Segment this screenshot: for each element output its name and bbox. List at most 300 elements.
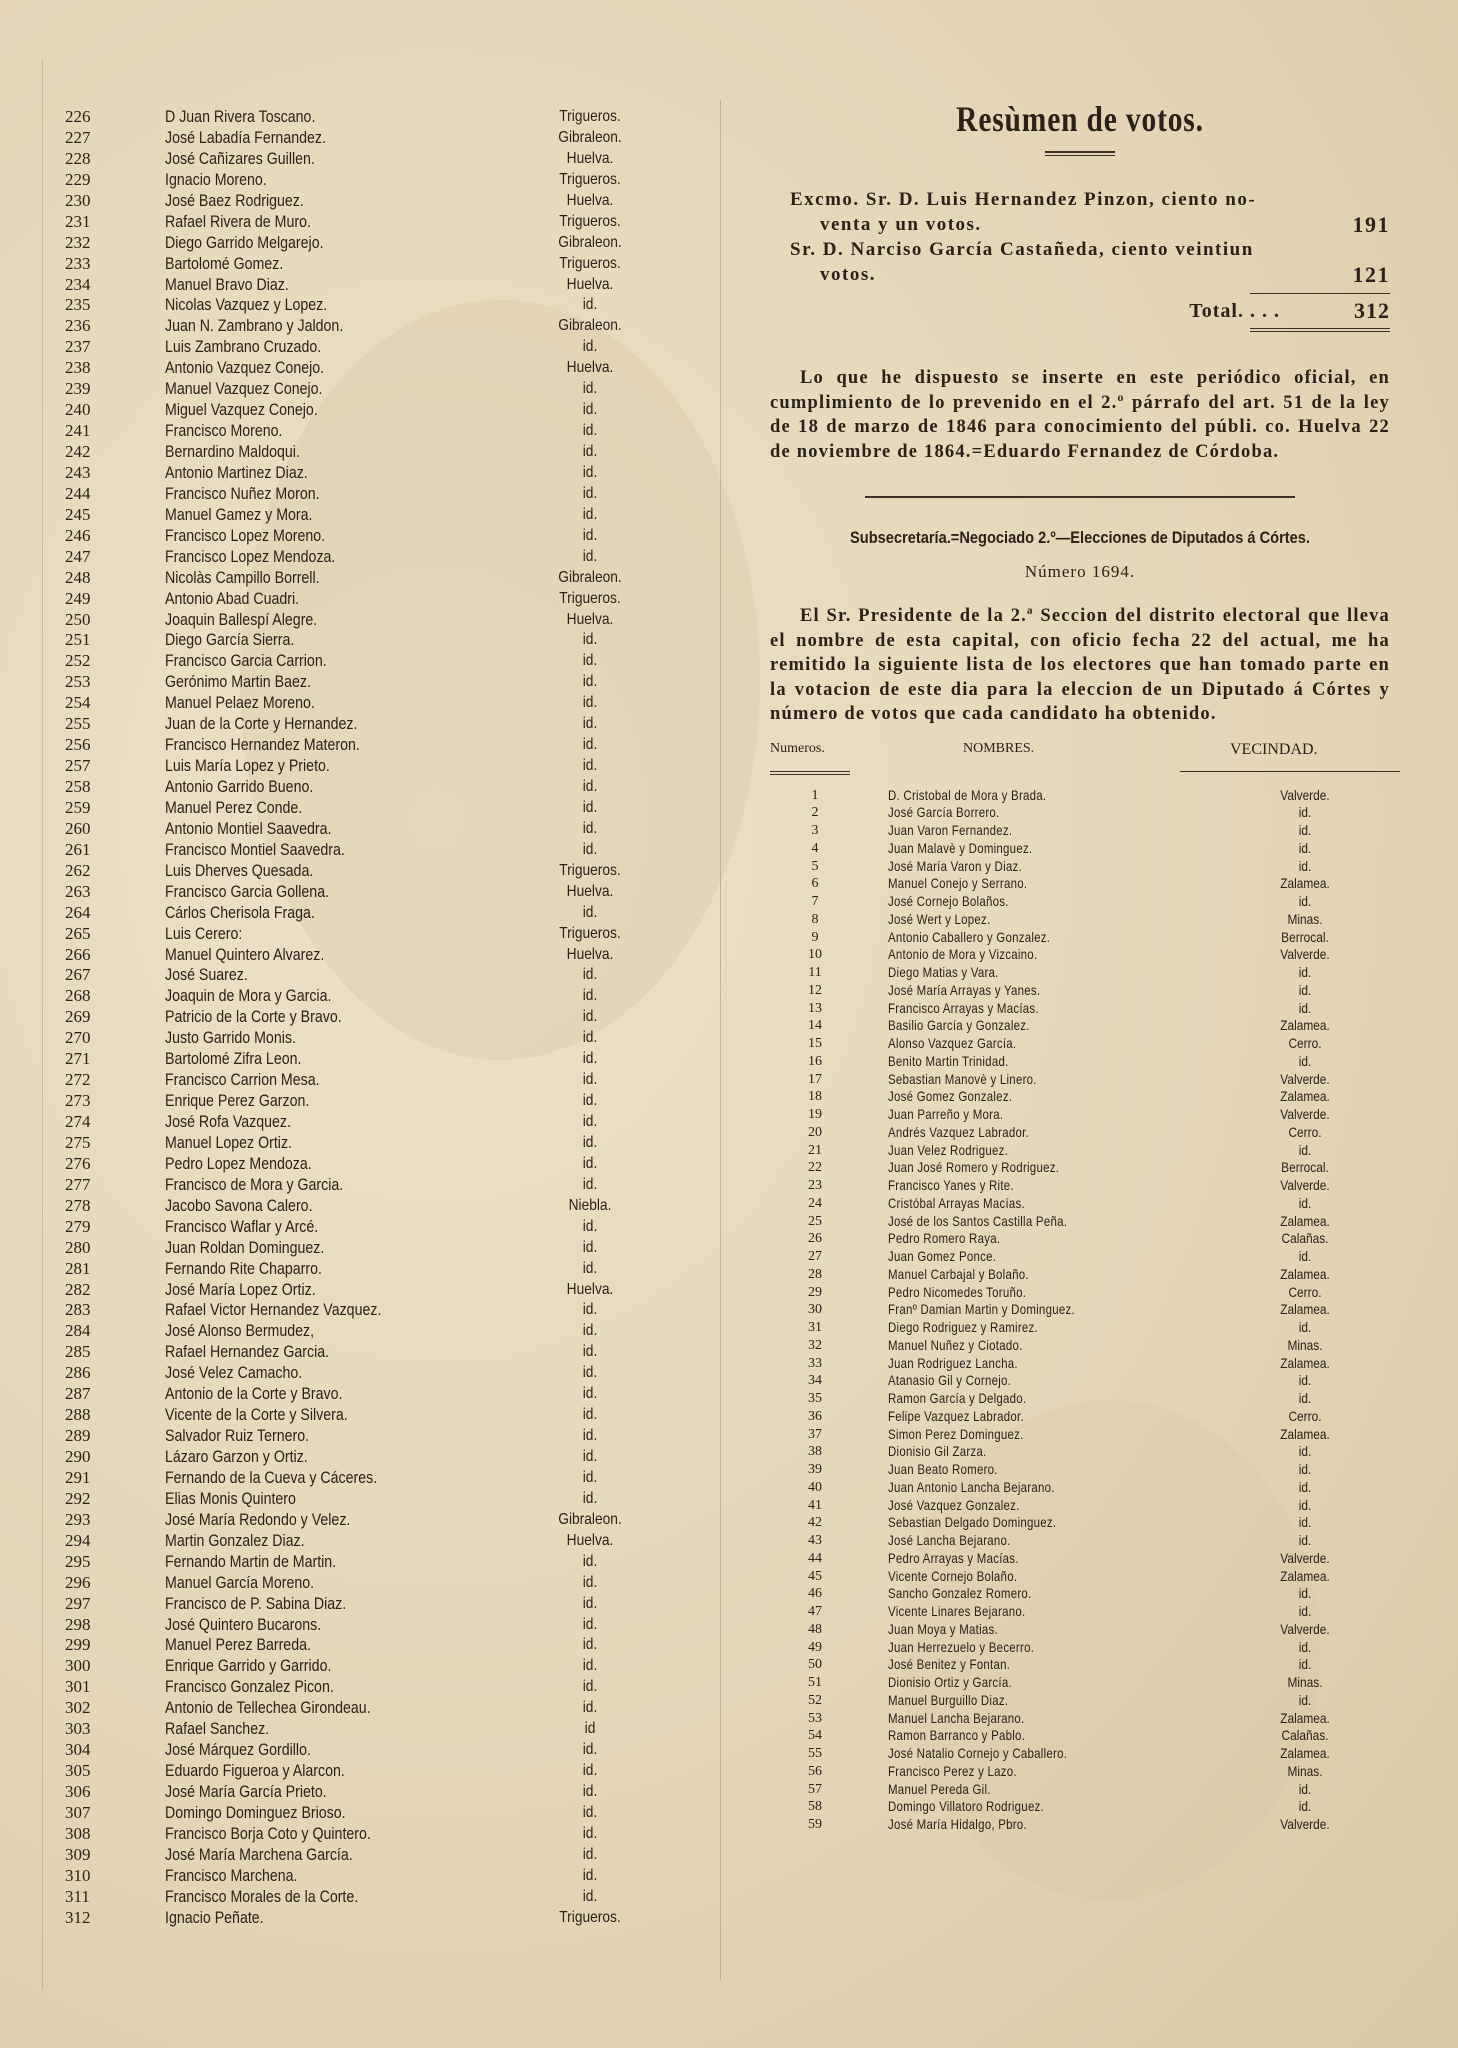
- elector-vecindad: id.: [582, 987, 598, 1005]
- elector-number: 297: [65, 1593, 91, 1613]
- elector-name: Fernando Rite Chaparro.: [165, 1259, 322, 1278]
- elector-number: 226: [65, 107, 91, 126]
- elector-number: 233: [65, 253, 91, 273]
- table-row: [55, 589, 675, 610]
- table-row: [55, 1384, 675, 1405]
- table-row: [55, 295, 675, 316]
- elector-name: José Cornejo Bolaños.: [888, 893, 1009, 909]
- elector-number: 267: [65, 965, 91, 985]
- elector-number: 255: [65, 714, 91, 734]
- table-row: [55, 107, 675, 128]
- elector-vecindad: id.: [582, 757, 598, 775]
- table-row: [55, 1133, 675, 1154]
- table-row: [55, 819, 675, 840]
- elector-name: Diego Matias y Vara.: [888, 964, 999, 980]
- elector-vecindad: id.: [582, 903, 598, 921]
- table-row: [55, 1552, 675, 1573]
- elector-number: 19: [808, 1107, 822, 1122]
- elector-vecindad: Trigueros.: [559, 589, 621, 607]
- elector-number: 12: [808, 982, 822, 998]
- elector-name: José Lancha Bejarano.: [888, 1532, 1011, 1548]
- elector-number: 243: [65, 462, 91, 482]
- table-row: [55, 630, 675, 651]
- elector-vecindad: id.: [582, 1050, 598, 1068]
- table-row: [55, 1091, 675, 1112]
- table-row: [55, 735, 675, 756]
- elector-vecindad: id.: [582, 1029, 598, 1047]
- elector-vecindad: id.: [582, 652, 598, 670]
- table-row: [770, 1248, 1390, 1266]
- elector-vecindad: id.: [582, 840, 598, 858]
- elector-number: 284: [65, 1321, 91, 1341]
- elector-name: Francisco Carrion Mesa.: [165, 1071, 320, 1090]
- elector-vecindad: id.: [582, 1887, 598, 1905]
- elector-number: 252: [65, 651, 91, 671]
- elector-vecindad: Huelva.: [566, 945, 614, 963]
- elector-name: Ramon Barranco y Pablo.: [888, 1727, 1026, 1744]
- elector-number: 281: [65, 1258, 91, 1278]
- elector-number: 231: [65, 211, 91, 231]
- elector-name: Gerónimo Martin Baez.: [165, 673, 311, 692]
- elector-name: Joaquin Ballespí Alegre.: [165, 610, 318, 629]
- elector-number: 290: [65, 1447, 91, 1466]
- title-ornament: [770, 143, 1390, 157]
- table-row: [55, 1782, 675, 1803]
- elector-vecindad: id.: [1298, 1461, 1312, 1477]
- table-row: [55, 1259, 675, 1280]
- table-row: [55, 1677, 675, 1698]
- elector-vecindad: Zalamea.: [1280, 875, 1330, 892]
- elector-vecindad: id.: [582, 1448, 598, 1465]
- table-row: [55, 463, 675, 484]
- elector-number: 305: [65, 1761, 91, 1781]
- elector-name: Bernardino Maldoqui.: [165, 443, 300, 461]
- elector-vecindad: id.: [582, 1343, 598, 1361]
- elector-vecindad: id.: [1298, 1443, 1312, 1460]
- table-row: [770, 1692, 1390, 1710]
- elector-name: Juan Roldan Dominguez.: [165, 1238, 325, 1257]
- elector-name: Pedro Romero Raya.: [888, 1230, 1001, 1247]
- elector-number: 293: [65, 1509, 91, 1529]
- elector-name: Antonio Martinez Diaz.: [165, 463, 308, 482]
- table-row: [770, 1035, 1390, 1053]
- elector-vecindad: id.: [1298, 1052, 1312, 1069]
- elector-number: 271: [65, 1049, 91, 1069]
- elector-number: 307: [65, 1802, 91, 1822]
- elector-number: 17: [808, 1071, 822, 1087]
- elector-name: Luis Zambrano Cruzado.: [165, 338, 322, 357]
- elector-number: 3: [811, 823, 819, 838]
- elector-name: D Juan Rivera Toscano.: [165, 108, 316, 126]
- elector-vecindad: id.: [582, 798, 598, 816]
- elector-vecindad: Valverde.: [1280, 1620, 1330, 1637]
- elector-number: 44: [808, 1550, 822, 1566]
- elector-vecindad: id.: [1298, 857, 1312, 874]
- elector-vecindad: id.: [1298, 1603, 1312, 1619]
- elector-number: 48: [808, 1621, 822, 1637]
- elector-number: 50: [808, 1657, 822, 1673]
- table-row: [55, 1761, 675, 1782]
- elector-name: Juan Rodriguez Lancha.: [888, 1354, 1018, 1371]
- elector-vecindad: id.: [582, 694, 598, 712]
- numero-heading: Número 1694.: [1024, 562, 1136, 581]
- elector-vecindad: Huelva.: [566, 882, 614, 900]
- elector-name: José Quintero Bucarons.: [165, 1615, 322, 1634]
- elector-name: José María Varon y Diaz.: [888, 857, 1022, 874]
- table-row: [770, 1816, 1390, 1834]
- elector-name: Francisco Borja Coto y Quintero.: [165, 1824, 371, 1843]
- elector-number: 20: [808, 1124, 822, 1140]
- elector-vecindad: id.: [582, 463, 598, 481]
- elector-name: Pedro Lopez Mendoza.: [165, 1154, 312, 1173]
- elector-vecindad: id.: [1298, 893, 1312, 909]
- elector-number: 260: [65, 818, 91, 838]
- elector-vecindad: Minas.: [1287, 1762, 1323, 1779]
- elector-vecindad: Niebla.: [568, 1196, 612, 1214]
- elector-vecindad: Zalamea.: [1280, 1017, 1330, 1034]
- elector-number: 49: [808, 1639, 822, 1655]
- table-row: [55, 1908, 675, 1929]
- elector-number: 258: [65, 777, 91, 796]
- elector-vecindad: id.: [582, 401, 598, 419]
- elector-vecindad: id.: [1298, 1390, 1312, 1406]
- table-row: [55, 400, 675, 421]
- elector-number: 25: [808, 1213, 822, 1229]
- elector-name: Luis Dherves Quesada.: [165, 861, 314, 880]
- table-row: [55, 275, 675, 296]
- elector-name: Juan Moya y Matias.: [888, 1620, 998, 1637]
- elector-vecindad: Zalamea.: [1280, 1265, 1330, 1282]
- table-row: [55, 505, 675, 526]
- elector-vecindad: id.: [582, 1259, 598, 1277]
- elector-name: Francisco Nuñez Moron.: [165, 484, 320, 503]
- elector-number: 245: [65, 504, 91, 524]
- elector-vecindad: id.: [582, 1552, 598, 1570]
- elector-number: 31: [808, 1320, 822, 1335]
- elector-name: Alonso Vazquez García.: [888, 1035, 1017, 1051]
- table-row: [770, 893, 1390, 911]
- elector-vecindad: Huelva.: [566, 359, 614, 377]
- elector-name: Eduardo Figueroa y Alarcon.: [165, 1762, 345, 1781]
- vote-count-castaneda: 121: [1352, 262, 1390, 287]
- elector-number: 303: [65, 1719, 91, 1739]
- elector-number: 247: [65, 546, 91, 566]
- table-row: [55, 568, 675, 589]
- elector-name: Francisco de P. Sabina Diaz.: [165, 1594, 347, 1613]
- table-row: [55, 882, 675, 903]
- elector-vecindad: Gibraleon.: [558, 128, 622, 146]
- elector-name: Juan Gomez Ponce.: [888, 1248, 997, 1264]
- table-row: [55, 1845, 675, 1866]
- elector-number: 228: [65, 148, 91, 168]
- table-row: [55, 1656, 675, 1677]
- elector-vecindad: id.: [582, 1615, 598, 1633]
- elector-number: 47: [808, 1604, 822, 1619]
- elector-vecindad: id.: [582, 966, 598, 984]
- elector-number: 33: [808, 1355, 822, 1371]
- elector-vecindad: Huelva.: [566, 191, 614, 209]
- elector-vecindad: id.: [582, 1238, 598, 1256]
- table-row: [55, 1740, 675, 1761]
- table-row: [770, 911, 1390, 929]
- elector-number: 6: [811, 876, 819, 892]
- elector-vecindad: Huelva.: [566, 610, 614, 628]
- table-row: [55, 1510, 675, 1531]
- table-row: [770, 1727, 1390, 1745]
- table-row: [55, 1866, 675, 1887]
- elector-number: 279: [65, 1216, 91, 1236]
- elector-name: Antonio Caballero y Gonzalez.: [888, 928, 1051, 945]
- table-row: [55, 1007, 675, 1028]
- elector-number: 312: [65, 1907, 91, 1927]
- table-row: [55, 233, 675, 254]
- elector-vecindad: Huelva.: [566, 275, 614, 293]
- table-row: [55, 358, 675, 379]
- elector-name: Enrique Perez Garzon.: [165, 1092, 310, 1111]
- elector-vecindad: Trigueros.: [559, 1908, 621, 1926]
- table-row: [770, 1781, 1390, 1799]
- elector-number: 57: [808, 1781, 822, 1797]
- table-row: [770, 1656, 1390, 1674]
- elector-vecindad: id.: [1298, 839, 1312, 856]
- table-row: [55, 421, 675, 442]
- vote-summary: [770, 187, 1390, 332]
- elector-vecindad: Trigueros.: [559, 861, 621, 879]
- elector-number: 265: [65, 923, 91, 943]
- elector-vecindad: Minas.: [1287, 910, 1323, 927]
- elector-name: Antonio Montiel Saavedra.: [165, 819, 332, 838]
- elector-name: Rafael Hernandez Garcia.: [165, 1343, 330, 1362]
- elector-name: Dionisio Gil Zarza.: [888, 1443, 987, 1460]
- table-row: [770, 982, 1390, 1000]
- elector-name: Vicente de la Corte y Silvera.: [165, 1406, 348, 1425]
- table-row: [770, 1497, 1390, 1515]
- elector-name: José María Arrayas y Yanes.: [888, 981, 1041, 998]
- table-row: [770, 1071, 1390, 1089]
- table-row: [770, 1266, 1390, 1284]
- elector-number: 45: [808, 1568, 822, 1584]
- elector-number: 259: [65, 797, 91, 817]
- elector-name: Vicente Cornejo Bolaño.: [888, 1567, 1018, 1584]
- table-row: [55, 798, 675, 819]
- table-row: [770, 1621, 1390, 1639]
- table-row: [55, 316, 675, 337]
- elector-number: 35: [808, 1391, 822, 1406]
- elector-number: 262: [65, 860, 91, 880]
- elector-vecindad: id.: [582, 1071, 598, 1089]
- elector-number: 51: [808, 1675, 822, 1690]
- table-row: [55, 945, 675, 966]
- elector-vecindad: id.: [582, 296, 598, 314]
- column-divider: [720, 100, 721, 1980]
- elector-name: Manuel Pereda Gil.: [888, 1780, 991, 1797]
- table-row: [770, 1301, 1390, 1319]
- right-elector-list: [770, 787, 1390, 1834]
- elector-number: 282: [65, 1279, 91, 1299]
- table-row: [55, 1342, 675, 1363]
- elector-name: Andrés Vazquez Labrador.: [888, 1123, 1030, 1140]
- elector-number: 239: [65, 379, 91, 399]
- elector-name: Francisco Montiel Saavedra.: [165, 840, 345, 859]
- elector-name: Antonio de Tellechea Girondeau.: [165, 1699, 371, 1718]
- table-row: [55, 212, 675, 233]
- elector-vecindad: id.: [1298, 1798, 1312, 1815]
- elector-vecindad: id.: [1298, 1372, 1312, 1389]
- table-row: [55, 379, 675, 400]
- elector-number: 46: [808, 1586, 822, 1602]
- elector-name: José de los Santos Castilla Peña.: [888, 1212, 1068, 1229]
- elector-number: 287: [65, 1384, 91, 1404]
- table-row: [770, 1053, 1390, 1071]
- vote-line-pinzon: Excmo. Sr. D. Luis Hernandez Pinzon, ciento no- venta y un votos. 191: [790, 189, 1390, 237]
- table-row: [55, 1175, 675, 1196]
- elector-name: Manuel Pelaez Moreno.: [165, 694, 315, 713]
- elector-number: 306: [65, 1782, 91, 1801]
- elector-vecindad: Trigueros.: [559, 254, 621, 272]
- elector-vecindad: id.: [582, 1762, 598, 1780]
- table-row: [55, 547, 675, 568]
- table-row: [770, 1710, 1390, 1728]
- elector-name: Manuel Perez Conde.: [165, 798, 303, 817]
- table-row: [55, 714, 675, 735]
- elector-name: Martin Gonzalez Diaz.: [165, 1531, 305, 1550]
- table-row: [55, 1468, 675, 1489]
- table-row: [55, 1824, 675, 1845]
- elector-vecindad: id.: [582, 1427, 598, 1445]
- elector-name: José Alonso Bermudez,: [165, 1322, 315, 1341]
- table-row: [55, 1217, 675, 1238]
- elector-name: José García Borrero.: [888, 804, 1000, 821]
- elector-name: José Vazquez Gonzalez.: [888, 1496, 1020, 1513]
- table-row: [770, 1195, 1390, 1213]
- elector-number: 26: [808, 1231, 822, 1247]
- table-row: [770, 1000, 1390, 1018]
- elector-number: 251: [65, 630, 91, 650]
- elector-vecindad: Cerro.: [1288, 1283, 1322, 1300]
- elector-vecindad: id.: [582, 1008, 598, 1026]
- table-row: [55, 1070, 675, 1091]
- elector-name: D. Cristobal de Mora y Brada.: [888, 786, 1047, 803]
- elector-number: 1: [811, 787, 819, 803]
- elector-number: 32: [808, 1337, 822, 1353]
- elector-vecindad: Zalamea.: [1280, 1745, 1330, 1761]
- elector-number: 256: [65, 735, 91, 755]
- elector-name: Diego Rodriguez y Ramirez.: [888, 1319, 1038, 1335]
- elector-number: 240: [65, 400, 91, 420]
- elector-vecindad: id.: [582, 1092, 598, 1110]
- elector-name: José Márquez Gordillo.: [165, 1741, 311, 1760]
- elector-name: Antonio Vazquez Conejo.: [165, 359, 325, 378]
- elector-vecindad: id.: [582, 1364, 598, 1382]
- elector-number: 266: [65, 944, 91, 964]
- elector-name: Rafael Rivera de Muro.: [165, 212, 311, 231]
- table-row: [770, 1319, 1390, 1337]
- table-row: [55, 693, 675, 714]
- elector-name: Juan Antonio Lancha Bejarano.: [888, 1478, 1055, 1495]
- elector-name: Enrique Garrido y Garrido.: [165, 1657, 332, 1676]
- elector-vecindad: id.: [1298, 822, 1312, 838]
- elector-name: Antonio Abad Cuadri.: [165, 589, 300, 608]
- elector-number: 298: [65, 1614, 91, 1634]
- elector-vecindad: id.: [582, 673, 598, 691]
- elector-number: 285: [65, 1342, 91, 1362]
- elector-number: 36: [808, 1408, 822, 1424]
- elector-number: 8: [811, 911, 819, 927]
- table-row: [55, 965, 675, 986]
- elector-name: Luis María Lopez y Prieto.: [165, 757, 330, 776]
- elector-vecindad: Minas.: [1287, 1336, 1323, 1353]
- elector-vecindad: id.: [582, 736, 598, 754]
- table-row: [55, 170, 675, 191]
- elector-vecindad: Berrocal.: [1281, 1159, 1329, 1176]
- elector-vecindad: Zalamea.: [1280, 1425, 1330, 1442]
- elector-vecindad: Huelva.: [566, 1531, 614, 1549]
- elector-name: Domingo Dominguez Brioso.: [165, 1803, 346, 1822]
- elector-name: Dionisio Ortiz y García.: [888, 1674, 1012, 1690]
- elector-vecindad: id.: [582, 1385, 598, 1403]
- elector-name: Vicente Linares Bejarano.: [888, 1603, 1026, 1619]
- elector-vecindad: id.: [1298, 964, 1312, 980]
- elector-vecindad: id.: [1298, 1496, 1312, 1513]
- table-row: [770, 1284, 1390, 1302]
- table-row: [770, 1479, 1390, 1497]
- elector-name: Sebastian Manovè y Linero.: [888, 1070, 1037, 1087]
- table-row: [770, 1532, 1390, 1550]
- header-numeros: Numeros.: [770, 740, 825, 756]
- elector-vecindad: id.: [582, 1175, 598, 1193]
- elector-name: Ramon García y Delgado.: [888, 1390, 1027, 1406]
- elector-number: 241: [65, 421, 91, 441]
- elector-name: José María Hidalgo, Pbro.: [888, 1816, 1027, 1832]
- table-row: [55, 1238, 675, 1259]
- elector-name: Rafael Victor Hernandez Vazquez.: [165, 1301, 382, 1320]
- elector-number: 263: [65, 881, 91, 901]
- elector-name: Juan N. Zambrano y Jaldon.: [165, 317, 344, 336]
- elector-number: 311: [65, 1886, 90, 1906]
- elector-vecindad: Zalamea.: [1280, 1709, 1330, 1726]
- elector-number: 288: [65, 1405, 91, 1425]
- elector-number: 55: [808, 1746, 822, 1761]
- elector-name: Francisco Waflar y Arcé.: [165, 1217, 319, 1236]
- elector-number: 274: [65, 1112, 91, 1131]
- table-row: [55, 1594, 675, 1615]
- table-row: [770, 1337, 1390, 1355]
- table-row: [770, 1763, 1390, 1781]
- left-elector-list: [55, 107, 675, 1929]
- elector-name: José Wert y Lopez.: [888, 910, 991, 927]
- elector-name: José María Marchena García.: [165, 1845, 353, 1864]
- elector-vecindad: id.: [582, 819, 598, 837]
- table-row: [55, 861, 675, 882]
- elector-name: Francisco Arrayas y Macías.: [888, 999, 1039, 1016]
- elector-name: José Velez Camacho.: [165, 1364, 303, 1383]
- elector-vecindad: id.: [1298, 1638, 1312, 1655]
- table-row: [770, 1603, 1390, 1621]
- table-row: [55, 337, 675, 358]
- elector-vecindad: id.: [582, 422, 598, 440]
- elector-number: 29: [808, 1284, 822, 1300]
- elector-number: 238: [65, 358, 91, 378]
- table-row: [770, 1159, 1390, 1177]
- elector-name: Francisco Lopez Moreno.: [165, 526, 326, 545]
- elector-vecindad: Zalamea.: [1280, 1212, 1330, 1229]
- elector-vecindad: id.: [582, 505, 598, 523]
- table-row: [770, 1142, 1390, 1160]
- table-row: [770, 822, 1390, 840]
- table-row: [770, 1798, 1390, 1816]
- elector-number: 14: [808, 1018, 822, 1034]
- table-row: [55, 672, 675, 693]
